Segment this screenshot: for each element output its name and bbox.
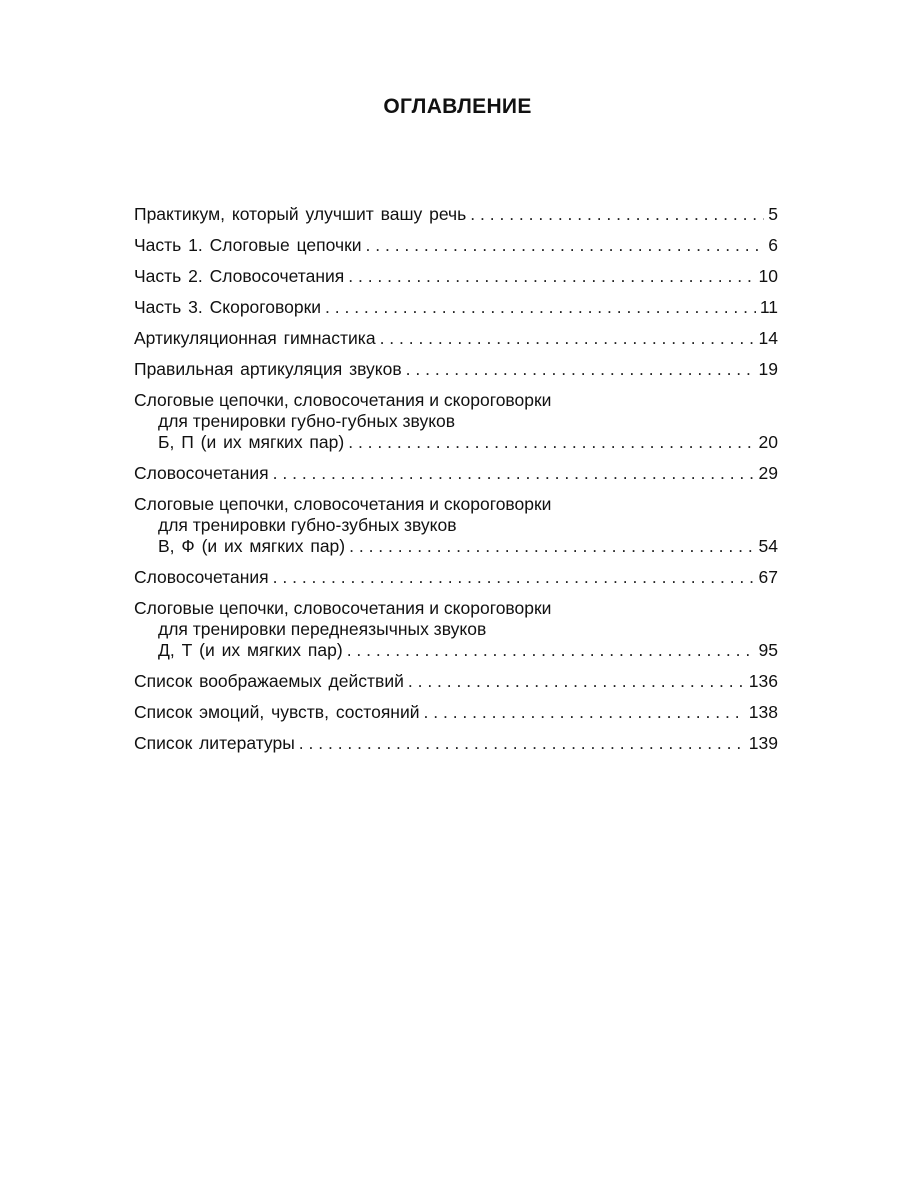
toc-page-number: 20 [758, 432, 778, 452]
toc-entry-subtitle: для тренировки губно-зубных звуков [158, 515, 457, 535]
toc-entry[interactable] [134, 494, 778, 557]
dot-leader [347, 640, 755, 661]
toc-entry-subtitle: Б, П (и их мягких пар) [158, 432, 345, 452]
toc-entry-title: Список эмоций, чувств, состояний [134, 702, 420, 722]
toc-page-number: 19 [758, 359, 778, 379]
toc-entry-title: Часть 3. Скороговорки [134, 297, 322, 317]
toc-entry[interactable] [134, 463, 778, 484]
dot-leader [273, 463, 755, 484]
toc-entry[interactable] [134, 567, 778, 588]
dot-leader [380, 328, 755, 349]
toc-entry[interactable] [134, 328, 778, 349]
toc-entry-title: Слоговые цепочки, словосочетания и скороговорки [134, 494, 552, 514]
dot-leader [366, 235, 765, 256]
toc-entry-title: Слоговые цепочки, словосочетания и скороговорки [134, 598, 552, 618]
dot-leader [348, 432, 754, 453]
toc-entry-title: Часть 1. Слоговые цепочки [134, 235, 362, 255]
toc-entry-title: Слоговые цепочки, словосочетания и скороговорки [134, 390, 552, 410]
toc-page-number: 138 [748, 702, 778, 722]
toc-entry[interactable] [134, 204, 778, 225]
toc-page-number: 6 [768, 235, 778, 255]
dot-leader [348, 266, 754, 287]
dot-leader [299, 733, 745, 754]
dot-leader [406, 359, 755, 380]
dot-leader [273, 567, 755, 588]
toc-entry-subtitle: для тренировки переднеязычных звуков [158, 619, 487, 639]
toc-entry-title: Практикум, который улучшит вашу речь [134, 204, 467, 224]
toc-entry[interactable] [134, 702, 778, 723]
toc-page-number: 11 [759, 297, 778, 317]
dot-leader [470, 204, 764, 225]
page-title: ОГЛАВЛЕНИЕ [383, 95, 532, 118]
toc-entry-subtitle: для тренировки губно-губных звуков [158, 411, 456, 431]
toc-page-number: 67 [758, 567, 778, 587]
table-of-contents [134, 204, 778, 764]
toc-page-number: 95 [758, 640, 778, 660]
toc-entry-title: Артикуляционная гимнастика [134, 328, 376, 348]
toc-entry-title: Словосочетания [134, 567, 269, 587]
toc-entry[interactable] [134, 297, 778, 318]
toc-page-number: 14 [758, 328, 778, 348]
toc-page-number: 29 [758, 463, 778, 483]
toc-page-number: 54 [758, 536, 778, 556]
toc-entry[interactable] [134, 598, 778, 661]
toc-entry[interactable] [134, 266, 778, 287]
toc-entry-title: Часть 2. Словосочетания [134, 266, 345, 286]
toc-page-number: 5 [768, 204, 778, 224]
toc-page-number: 136 [748, 671, 778, 691]
toc-page-number: 10 [758, 266, 778, 286]
dot-leader [349, 536, 754, 557]
toc-entry-subtitle: Д, Т (и их мягких пар) [158, 640, 343, 660]
toc-entry[interactable] [134, 671, 778, 692]
toc-entry[interactable] [134, 235, 778, 256]
dot-leader [424, 702, 745, 723]
toc-entry[interactable] [134, 390, 778, 453]
toc-entry[interactable] [134, 359, 778, 380]
toc-entry-subtitle: В, Ф (и их мягких пар) [158, 536, 346, 556]
toc-entry-title: Список воображаемых действий [134, 671, 404, 691]
toc-entry-title: Список литературы [134, 733, 295, 753]
toc-entry[interactable] [134, 733, 778, 754]
toc-page-number: 139 [748, 733, 778, 753]
toc-entry-title: Правильная артикуляция звуков [134, 359, 402, 379]
dot-leader [325, 297, 756, 318]
dot-leader [408, 671, 745, 692]
toc-entry-title: Словосочетания [134, 463, 269, 483]
